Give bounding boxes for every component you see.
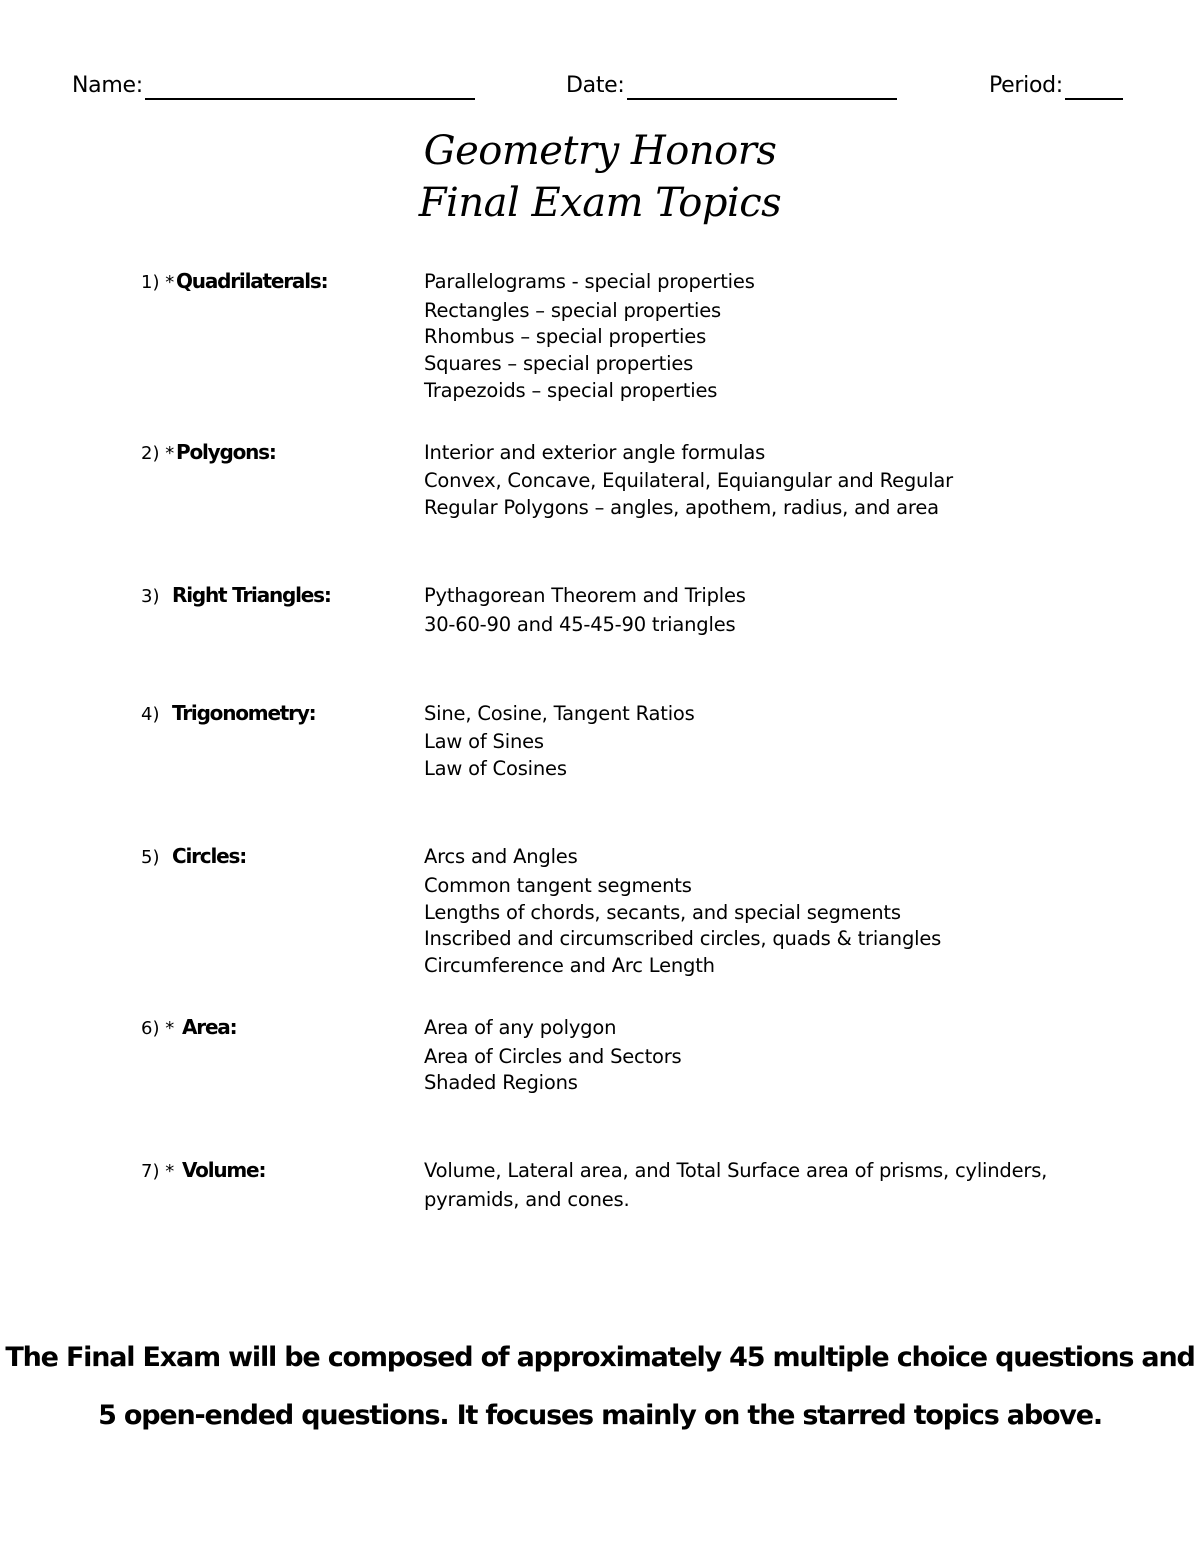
topic-number: 1) * (141, 272, 175, 293)
exam-note-line-1: The Final Exam will be composed of approximately 45 multiple choice questions and (5, 1342, 1195, 1373)
topic-heading (172, 582, 331, 608)
topic-colon: : (323, 583, 331, 607)
name-label: Name: (72, 73, 143, 98)
topic-item: Parallelograms - special properties (424, 270, 755, 293)
period-label: Period: (989, 73, 1063, 98)
topic-name: Circles (172, 844, 240, 868)
topic-item: Pythagorean Theorem and Triples (424, 584, 746, 607)
topic-item: Area of any polygon (424, 1016, 617, 1039)
topic-number: 5) (141, 847, 160, 868)
name-field[interactable] (72, 72, 475, 100)
topic-item: Squares – special properties (424, 352, 694, 375)
topic-colon: : (229, 1015, 237, 1039)
page-subtitle: Final Exam Topics (418, 180, 782, 226)
topic-heading (176, 268, 327, 294)
topic-item: Rectangles – special properties (424, 299, 721, 322)
date-field[interactable] (566, 72, 897, 100)
topic-heading (182, 1157, 265, 1183)
topic-number: 2) * (141, 443, 175, 464)
topic-item: Circumference and Arc Length (424, 954, 715, 977)
topic-item: Sine, Cosine, Tangent Ratios (424, 702, 695, 725)
date-label: Date: (566, 73, 625, 98)
topic-name: Right Triangles (172, 583, 324, 607)
topic-item: Area of Circles and Sectors (424, 1045, 682, 1068)
period-field[interactable] (989, 72, 1123, 100)
topic-colon: : (268, 440, 276, 464)
topic-colon: : (308, 701, 316, 725)
topic-item: Convex, Concave, Equilateral, Equiangular and Regular (424, 469, 953, 492)
topic-colon: : (239, 844, 246, 868)
topic-item: pyramids, and cones. (424, 1188, 630, 1211)
topic-colon: : (320, 269, 328, 293)
topic-item: Law of Sines (424, 730, 544, 753)
topic-heading (172, 700, 315, 726)
topic-item: Arcs and Angles (424, 845, 578, 868)
topic-name: Area (182, 1015, 230, 1039)
exam-note-line-2: 5 open-ended questions. It focuses mainly on the starred topics above. (98, 1400, 1102, 1431)
topic-number: 4) (141, 704, 160, 725)
topic-item: Shaded Regions (424, 1071, 578, 1094)
name-blank[interactable] (145, 76, 475, 100)
topic-item: Inscribed and circumscribed circles, quads & triangles (424, 927, 942, 950)
topic-heading (176, 439, 276, 465)
topic-number: 3) (141, 586, 160, 607)
topic-heading (182, 1014, 236, 1040)
topic-item: 30-60-90 and 45-45-90 triangles (424, 613, 736, 636)
topic-name: Polygons (176, 440, 269, 464)
topic-name: Trigonometry (172, 701, 309, 725)
page-title: Geometry Honors (423, 128, 777, 174)
topic-item: Regular Polygons – angles, apothem, radius, and area (424, 496, 939, 519)
topic-item: Volume, Lateral area, and Total Surface area of prisms, cylinders, (424, 1159, 1048, 1182)
topic-number: 6) * (141, 1018, 175, 1039)
date-blank[interactable] (627, 76, 897, 100)
topic-heading (172, 843, 246, 869)
topic-number: 7) * (141, 1161, 175, 1182)
topic-item: Common tangent segments (424, 874, 692, 897)
topic-colon: : (258, 1158, 266, 1182)
topic-item: Interior and exterior angle formulas (424, 441, 766, 464)
topic-item: Law of Cosines (424, 757, 567, 780)
topic-item: Rhombus – special properties (424, 325, 707, 348)
period-blank[interactable] (1065, 76, 1123, 100)
topic-name: Quadrilaterals (176, 269, 321, 293)
topic-item: Trapezoids – special properties (424, 379, 718, 402)
topic-name: Volume (182, 1158, 259, 1182)
topic-item: Lengths of chords, secants, and special segments (424, 901, 901, 924)
